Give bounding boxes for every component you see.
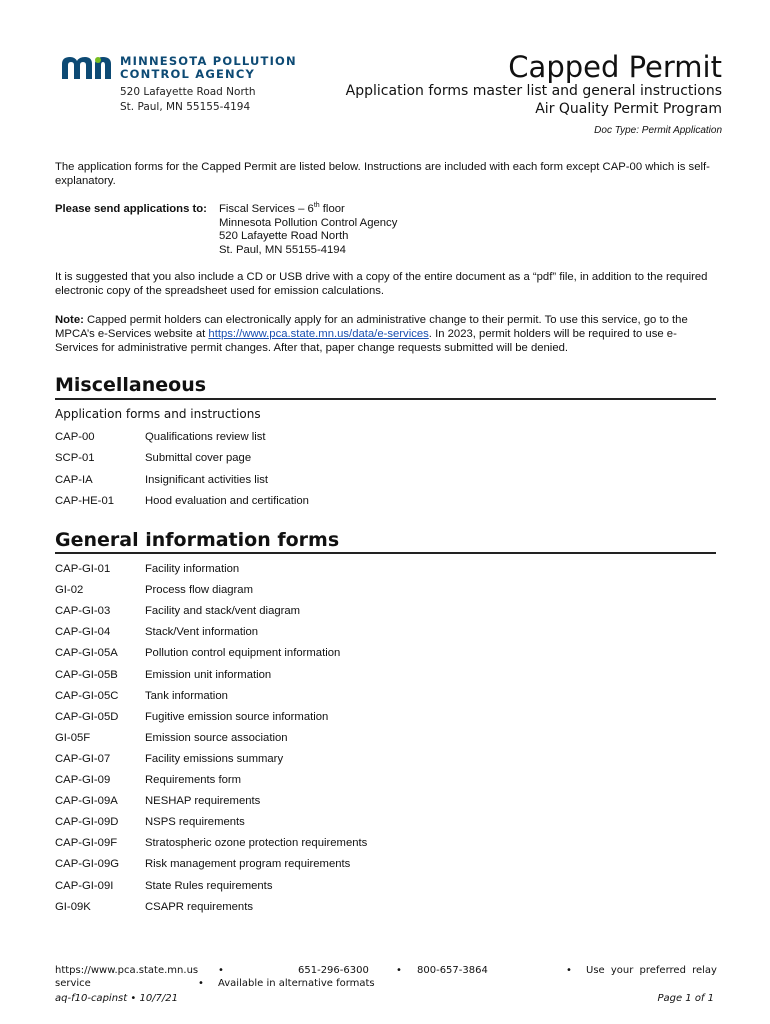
form-row [55, 858, 655, 874]
send-address-line4: St. Paul, MN 55155-4194 [219, 243, 346, 256]
section-heading-miscellaneous: Miscellaneous [55, 374, 207, 396]
logo-address-line2: St. Paul, MN 55155-4194 [120, 101, 251, 113]
form-description: Submittal cover page [145, 452, 252, 465]
section-divider [55, 552, 716, 554]
form-description: NESHAP requirements [145, 795, 261, 808]
form-description: Facility emissions summary [145, 752, 284, 765]
form-description: Facility information [145, 563, 240, 575]
form-description: Pollution control equipment information [145, 647, 341, 660]
footer-bullet: • [396, 965, 402, 976]
form-row [55, 647, 655, 663]
form-code: CAP-GI-05C [55, 689, 119, 702]
form-description: Tank information [145, 689, 228, 702]
logo-org-line1: MINNESOTA POLLUTION [120, 54, 297, 68]
send-address [219, 203, 397, 257]
form-row [55, 584, 655, 600]
footer-relay: Use your preferred relay [586, 965, 717, 976]
form-row [55, 669, 655, 685]
form-description: Emission unit information [145, 668, 272, 681]
doc-type: Doc Type: Permit Application [594, 125, 722, 136]
footer-url[interactable]: https://www.pca.state.mn.us [55, 965, 199, 976]
form-code: CAP-GI-01 [55, 563, 111, 575]
send-address-line3: 520 Lafayette Road North [219, 230, 349, 242]
footer-doc-id: aq-f10-capinst • 10/7/21 [55, 993, 179, 1004]
section-heading-general-information: General information forms [55, 529, 340, 551]
page-number: Page 1 of 1 [657, 993, 714, 1004]
form-description: Qualifications review list [145, 431, 266, 443]
form-code: CAP-GI-09G [55, 858, 120, 871]
program-name: Air Quality Permit Program [535, 101, 722, 117]
form-code: CAP-GI-09F [55, 837, 118, 850]
form-description: Requirements form [145, 774, 242, 786]
form-code: CAP-GI-04 [55, 626, 111, 639]
form-row [55, 690, 655, 706]
form-code: CAP-GI-07 [55, 752, 111, 765]
form-row [55, 837, 655, 853]
footer-phone-1: 651-296-6300 [298, 965, 369, 976]
suggest-paragraph: It is suggested that you also include a CD or USB drive with a copy of the entire document as a “pdf” file, in addition to the required electronic copy of the spreadsheet used for emission calculations. [55, 271, 708, 297]
form-description: Hood evaluation and certification [145, 494, 309, 507]
form-code: CAP-GI-05D [55, 710, 119, 723]
form-code: CAP-GI-09I [55, 879, 114, 892]
form-code: CAP-HE-01 [55, 494, 115, 507]
form-code: CAP-00 [55, 431, 95, 443]
form-code: CAP-GI-09 [55, 774, 111, 786]
form-description: Process flow diagram [145, 584, 253, 597]
footer-relay-cont: service [55, 978, 91, 989]
page-subtitle: Application forms master list and general instructions [345, 83, 722, 99]
mpca-logo [62, 52, 302, 118]
send-label: Please send applications to: [55, 203, 207, 215]
form-row [55, 626, 655, 642]
eservices-link[interactable]: https://www.pca.state.mn.us/data/e-services [208, 328, 429, 340]
footer-alt-formats: Available in alternative formats [218, 978, 375, 989]
form-code: CAP-GI-05B [55, 668, 118, 681]
form-row [55, 431, 655, 447]
form-row [55, 495, 655, 511]
footer-bullet: • [218, 965, 224, 976]
form-code: CAP-GI-09A [55, 795, 118, 808]
form-row [55, 753, 655, 769]
form-description: Emission source association [145, 731, 288, 744]
footer-phone-2: 800-657-3864 [417, 965, 488, 976]
send-address-line1: Fiscal Services – 6th floor [219, 202, 345, 215]
form-row [55, 605, 655, 621]
form-description: Fugitive emission source information [145, 710, 329, 723]
mpca-logo-mark-icon [62, 57, 116, 79]
page-title: Capped Permit [508, 50, 722, 84]
form-row [55, 563, 655, 579]
footer-bullet: • [198, 978, 204, 989]
form-code: CAP-GI-09D [55, 816, 119, 829]
form-row [55, 774, 655, 790]
form-row [55, 880, 655, 896]
form-code: CAP-IA [55, 473, 93, 486]
form-description: Stratospheric ozone protection requirements [145, 837, 368, 850]
form-row [55, 816, 655, 832]
section-divider [55, 398, 716, 400]
logo-org-line2: CONTROL AGENCY [120, 67, 256, 81]
form-code: CAP-GI-05A [55, 647, 118, 660]
note-label: Note: [55, 314, 84, 326]
form-row [55, 474, 655, 490]
form-row [55, 452, 655, 468]
form-row [55, 732, 655, 748]
form-description: State Rules requirements [145, 879, 273, 892]
form-description: Risk management program requirements [145, 858, 351, 871]
logo-address-line1: 520 Lafayette Road North [120, 86, 256, 98]
misc-subheading: Application forms and instructions [55, 407, 261, 421]
form-code: GI-02 [55, 584, 84, 597]
form-row [55, 795, 655, 811]
form-description: Insignificant activities list [145, 473, 269, 486]
form-code: SCP-01 [55, 452, 95, 465]
form-description: Facility and stack/vent diagram [145, 605, 301, 618]
form-code: GI-09K [55, 900, 91, 913]
form-description: CSAPR requirements [145, 900, 253, 913]
form-description: Stack/Vent information [145, 626, 259, 639]
form-row [55, 901, 655, 917]
note-paragraph: Note: Capped permit holders can electronically apply for an administrative change to their permit. To use this service, go to the MPCA’s e-Services website at https://www.pca.state.mn.us/data/e-services. In 2023, permit holders will be required to use e-Services for administrative permit changes. After that, paper change requests submitted will be denied. [55, 314, 688, 354]
intro-paragraph: The application forms for the Capped Permit are listed below. Instructions are included with each form except CAP-00 which is self-explanatory. [55, 161, 710, 187]
form-code: GI-05F [55, 731, 91, 744]
form-code: CAP-GI-03 [55, 605, 111, 618]
form-row [55, 711, 655, 727]
form-description: NSPS requirements [145, 816, 245, 829]
send-address-line2: Minnesota Pollution Control Agency [219, 216, 398, 229]
footer-bullet: • [566, 965, 572, 976]
